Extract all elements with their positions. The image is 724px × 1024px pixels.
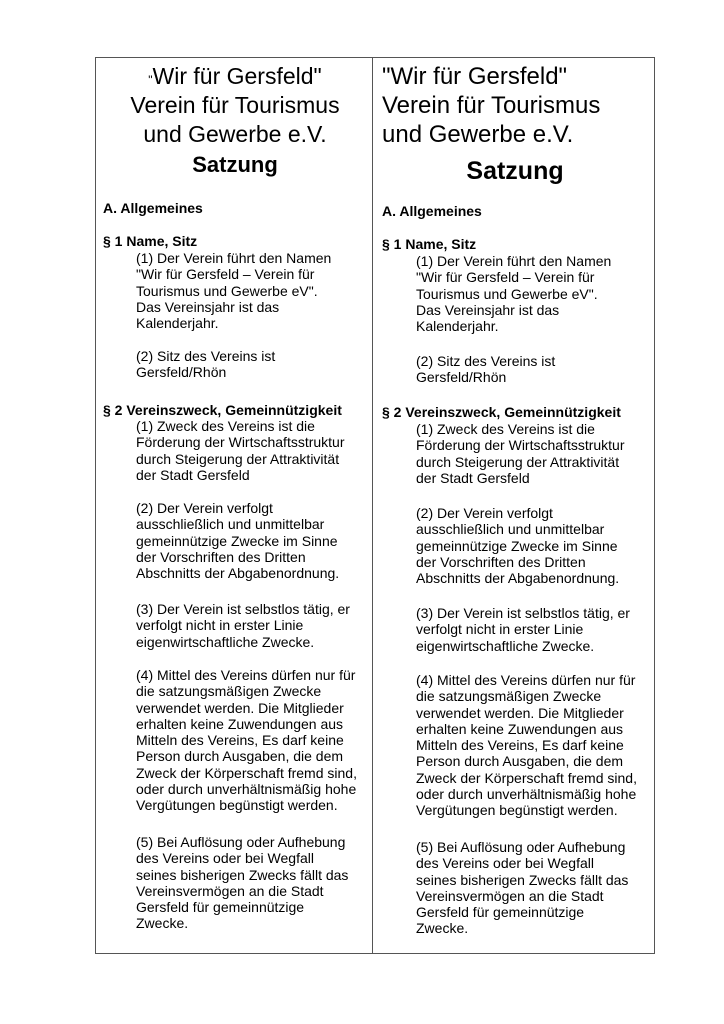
right-s2-p2: (2) Der Verein verfolgt ausschließlich und unmittelbar gemeinnützige Zwecke im Sinne der Vorschriften des Dritten Abschnitts der Abgabenordnung. xyxy=(416,505,620,587)
left-s1-p2: (2) Sitz des Vereins ist Gersfeld/Rhön xyxy=(136,348,276,381)
right-s2-p5: (5) Bei Auflösung oder Aufhebung des Vereins oder bei Wegfall seines bisherigen Zwecks fällt das Vereinsvermögen an die Stadt Gersfeld für gemeinnützige Zwecke. xyxy=(416,839,629,937)
right-s1-p1: (1) Der Verein führt den Namen "Wir für Gersfeld – Verein für Tourismus und Gewerbe eV". Das Vereinsjahr ist das Kalenderjahr. xyxy=(416,253,612,335)
right-title-line3: und Gewerbe e.V. xyxy=(382,121,574,148)
right-title-line2: Verein für Tourismus xyxy=(382,92,601,119)
left-title-line2: Verein für Tourismus xyxy=(130,92,340,118)
left-title xyxy=(103,62,367,149)
left-s2-p1: (1) Zweck des Vereins ist die Förderung der Wirtschaftsstruktur durch Steigerung der Attraktivität der Stadt Gersfeld xyxy=(136,418,345,483)
right-title-line1: "Wir für Gersfeld" xyxy=(382,63,568,90)
left-s1-heading: § 1 Name, Sitz xyxy=(103,233,198,249)
left-title-line3: und Gewerbe e.V. xyxy=(143,121,327,147)
column-divider xyxy=(372,57,373,954)
right-section-a: A. Allgemeines xyxy=(382,203,482,219)
left-title-small-quote: " xyxy=(148,73,153,87)
right-s1-heading: § 1 Name, Sitz xyxy=(382,236,477,252)
left-s2-heading: § 2 Vereinszweck, Gemeinnützigkeit xyxy=(103,402,342,418)
left-s2-p4: (4) Mittel des Vereins dürfen nur für die satzungsmäßigen Zwecke verwendet werden. Die Mitglieder erhalten keine Zuwendungen aus Mitteln des Vereins, Es darf keine Person durch Ausgaben, die dem Zweck der Körperschaft fremd sind, oder durch unverhältnismäßig hohe Vergütungen begünstigt werden. xyxy=(136,667,357,814)
right-s2-heading: § 2 Vereinszweck, Gemeinnützigkeit xyxy=(382,404,621,420)
right-satzung-heading: Satzung xyxy=(466,157,564,185)
right-s2-p3: (3) Der Verein ist selbstlos tätig, er verfolgt nicht in erster Linie eigenwirtschaftliche Zwecke. xyxy=(416,605,630,654)
left-section-a: A. Allgemeines xyxy=(103,200,203,216)
right-s2-p4: (4) Mittel des Vereins dürfen nur für die satzungsmäßigen Zwecke verwendet werden. Die Mitglieder erhalten keine Zuwendungen aus Mitteln des Vereins, Es darf keine Person durch Ausgaben, die dem Zweck der Körperschaft fremd sind, oder durch unverhältnismäßig hohe Vergütungen begünstigt werden. xyxy=(416,672,637,819)
right-title xyxy=(378,62,646,149)
right-s1-p2: (2) Sitz des Vereins ist Gersfeld/Rhön xyxy=(416,353,556,386)
left-satzung-heading: Satzung xyxy=(192,152,278,177)
right-s2-p1: (1) Zweck des Vereins ist die Förderung der Wirtschaftsstruktur durch Steigerung der Attraktivität der Stadt Gersfeld xyxy=(416,421,625,486)
left-title-line1: "Wir für Gersfeld" xyxy=(148,63,322,89)
left-s2-p3: (3) Der Verein ist selbstlos tätig, er verfolgt nicht in erster Linie eigenwirtschaftliche Zwecke. xyxy=(136,601,350,650)
left-s2-p2: (2) Der Verein verfolgt ausschließlich und unmittelbar gemeinnützige Zwecke im Sinne der Vorschriften des Dritten Abschnitts der Abgabenordnung. xyxy=(136,500,340,582)
left-s1-p1: (1) Der Verein führt den Namen "Wir für Gersfeld – Verein für Tourismus und Gewerbe eV". Das Vereinsjahr ist das Kalenderjahr. xyxy=(136,250,332,332)
left-s2-p5: (5) Bei Auflösung oder Aufhebung des Vereins oder bei Wegfall seines bisherigen Zwecks fällt das Vereinsvermögen an die Stadt Gersfeld für gemeinnützige Zwecke. xyxy=(136,834,349,932)
